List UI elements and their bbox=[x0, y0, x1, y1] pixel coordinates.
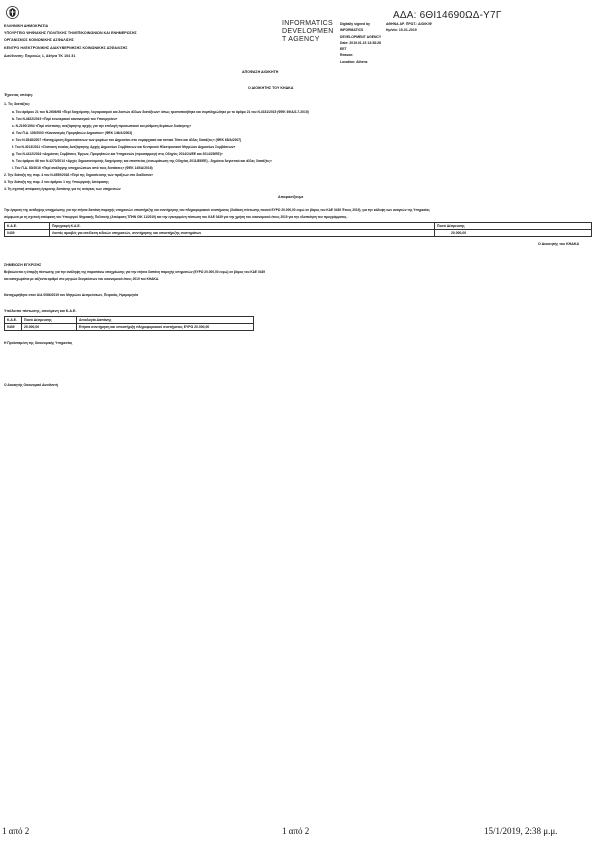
commitment-table bbox=[4, 222, 592, 237]
footer-timestamp: 15/1/2019, 2:38 μ.μ. bbox=[484, 826, 558, 836]
table-header-cell: Περιγραφή Κ.Α.Ε. bbox=[50, 223, 435, 230]
table-header-cell: Κ.Α.Ε. bbox=[5, 317, 22, 324]
table-cell: Ετήσια συντήρηση και υποστήριξη πληροφοριακού συστήματος ΕΥΡΩ 20.000,00 bbox=[77, 324, 254, 331]
distribution-text: Η Προϊσταμένη της Οικονομικής Υπηρεσίας bbox=[4, 341, 73, 345]
signature-line: EET bbox=[340, 47, 347, 52]
reference-item: c. Ν.2190/1994 «Περί σύστασης ανεξάρτητης αρχής για την επιλογή προσωπικού και ρύθμιση θεμάτων διοίκησης» bbox=[12, 124, 192, 128]
approval-line: Καταχωρήθηκε στον Α/Α 0086/2019 του Μητρώου Δεσμεύσεων, Πειραιάς, Ημερομηνία bbox=[4, 293, 139, 297]
issuing-authority-block bbox=[4, 23, 254, 60]
table-header-row bbox=[5, 317, 254, 324]
reference-item: i. Του Π.Δ. 80/2016 «Περί ανάληψης υποχρεώσεων από τους διατάκτες» (ΦΕΚ 145/Α/2016) bbox=[12, 166, 153, 170]
table-header-cell: Αιτιολογία Δαπάνης bbox=[77, 317, 254, 324]
table-cell: 20.000,00 bbox=[22, 324, 77, 331]
decision-paragraph-line: σύμφωνα με τη σχετική απόφαση του Υπουργού Ψηφιακής Πολιτικής (Απόφαση ΤΠΗΝ ΟΙΚ 11/2019) και την εγκεκριμένη πίστωση του ΚΑΕ 0439 για την χρήση του οικονομικού έτους 2019 για την υλοποίηση του προγράμματος. bbox=[4, 215, 348, 219]
protocol-info bbox=[386, 21, 496, 34]
table-row bbox=[5, 230, 592, 237]
table-header-cell: Ποσό Δέσμευσης bbox=[22, 317, 77, 324]
table-row bbox=[5, 324, 254, 331]
signature-line: Date: 2019.01.15 13:38:28 bbox=[340, 40, 381, 45]
reference-item: f. Του Ν.4013/2011 «Σύσταση ενιαίας Ανεξάρτητης Αρχής Δημοσίων Συμβάσεων και Κεντρικού Ηλεκτρονικού Μητρώου Δημοσίων Συμβάσεων» bbox=[12, 145, 236, 149]
notice-line: και καταχωρείται με αύξοντα αριθμό στο μητρώο δεσμεύσεων του οικονομικού έτους 2019 του ΚΗΔΚΑ. bbox=[4, 277, 160, 281]
brand-line: T AGENCY bbox=[282, 36, 320, 43]
brand-line: DEVELOPMEN bbox=[282, 28, 334, 35]
authority-address: Διεύθυνση: Πειραιώς 1, Αθήνα ΤΚ 104 31 bbox=[4, 53, 76, 58]
notice-title: ΣΗΜΕΙΩΣΗ ΕΓΚΡΙΣΗΣ bbox=[4, 263, 42, 267]
reference-item: a. Του άρθρου 21 του Ν.2606/98 «Περί διαχείρισης Λογαριασμού και λοιπών άλλων διατάξεων» όπως τροποποιήθηκε και συμπληρώθηκε με το άρθρο 21 του Ν.4331/2015 (ΦΕΚ 69/Α/2-7-2015) bbox=[12, 110, 309, 114]
signatory-text: Ο Διοικητής Οικονομικό Διευθυντή bbox=[4, 383, 58, 387]
signature-line: Location: Athens bbox=[340, 59, 368, 64]
document-title: ΑΠΟΦΑΣΗ ΔΙΟΙΚΗΤΗ bbox=[242, 70, 279, 74]
table-cell: 20.000,00 bbox=[435, 230, 592, 237]
reference-item: e. Του Ν.3548/2007 «Καταχώριση δημοσιεύσεων των φορέων του Δημοσίου στο νομαρχιακό και τοπικό Τύπο και άλλες διατάξεις» (ΦΕΚ 68/Α/2007) bbox=[12, 138, 242, 142]
table-header-cell: Ποσό Δέσμευσης bbox=[435, 223, 592, 230]
decision-heading: Αποφασίζουμε bbox=[278, 195, 304, 199]
signature-line: Digitally signed by bbox=[340, 22, 370, 26]
table2-caption: Υπόλοιπο πίστωσης, αιτούμενη και Κ.Α.Ε. bbox=[4, 309, 77, 313]
reference-item: d. Του Π.Δ. 105/2003 «Κανονισμός Προμηθειών Δημοσίου» (ΦΕΚ 146/Α/2003) bbox=[12, 131, 133, 135]
protocol-line: ΑΘΗΝΑ ΑΡ. ΠΡΩΤ.: ΔΙΟΙΚ/Φ bbox=[386, 22, 432, 26]
reference-item: g. Του Ν.4412/2016 «Δημόσιες Συμβάσεις Έργων, Προμηθειών και Υπηρεσιών (προσαρμογή στις Οδηγίες 2014/24/ΕΕ και 2014/25/ΕΕ)» bbox=[12, 152, 223, 156]
authority-line: ΥΠΟΥΡΓΕΙΟ ΨΗΦΙΑΚΗΣ ΠΟΛΙΤΙΚΗΣ ΤΗΛΕΠΙΚΟΙΝΩΝΙΩΝ ΚΑΙ ΕΝΗΜΕΡΩΣΗΣ bbox=[4, 31, 137, 36]
brand-line: INFORMATICS bbox=[282, 20, 334, 27]
ada-identifier: ΑΔΑ: 6ΘΙ14690ΩΔ-Υ7Γ bbox=[393, 10, 502, 21]
reference-item: 4. Τη σχετική απόφαση έγκρισης δαπάνης για τις ανάγκες των υπηρεσιών bbox=[4, 187, 121, 191]
intro-text: Έχοντας υπόψη: bbox=[4, 93, 33, 97]
decision-paragraph-line: Την έγκριση της ανάληψης υποχρέωσης για την ετήσια δαπάνη παροχής υπηρεσιών υποστήριξης και συντήρησης του πληροφοριακού συστήματος (διάθεση πίστωσης ποσού ΕΥΡΩ 20.000,00 ευρώ σε βάρος του ΚΑΕ 0439 Έτους 2019), για την κάλυψη των αναγκών της Υπηρεσίας bbox=[4, 208, 430, 212]
authority-line: ΚΕΝΤΡΟ ΗΛΕΚΤΡΟΝΙΚΗΣ ΔΙΑΚΥΒΕΡΝΗΣΗΣ ΚΟΙΝΩΝΙΚΗΣ ΑΣΦΑΛΙΣΗΣ bbox=[4, 45, 128, 50]
signature-line: DEVELOPMENT AGENCY bbox=[340, 34, 382, 39]
credit-table bbox=[4, 316, 254, 331]
hellenic-republic-emblem-icon bbox=[6, 6, 19, 19]
table-cell: Λοιπές αμοιβές για εκτέλεση ειδικών υπηρεσιών, συντήρησης και υποστήριξης συστημάτων bbox=[50, 230, 435, 237]
document-subtitle: Ο ΔΙΟΙΚΗΤΗΣ ΤΟΥ ΚΗΔΚΑ bbox=[248, 86, 294, 90]
authority-line: ΕΛΛΗΝΙΚΗ ΔΗΜΟΚΡΑΤΙΑ bbox=[4, 24, 49, 28]
table-header-cell: Κ.Α.Ε. bbox=[5, 223, 50, 230]
footer-page-center: 1 από 2 bbox=[282, 826, 310, 836]
notice-line: Βεβαιώνεται η ύπαρξη πίστωσης για την ανάληψη της παραπάνω υποχρέωσης για την ετήσια δαπάνη παροχής υπηρεσιών (ΕΥΡΩ 20.000,00 ευρώ) σε βάρος του ΚΑΕ 0439 bbox=[4, 270, 266, 274]
footer-page-left: 1 από 2 bbox=[2, 826, 30, 836]
reference-item: 1. Τις διατάξεις: bbox=[4, 102, 31, 106]
signer-brand bbox=[282, 20, 340, 44]
authority-line: ΟΡΓΑΝΙΣΜΟΣ ΚΟΙΝΩΝΙΚΗΣ ΑΣΦΑΛΙΣΗΣ bbox=[4, 38, 74, 43]
signature-text: Ο Διοικητής του ΚΗΔΚΑ bbox=[538, 242, 580, 246]
signature-line: Reason: bbox=[340, 53, 354, 58]
reference-item: 2. Την διάταξη της παρ. 4 του Ν.4559/2018 «Περί της δημοσίευσης των πράξεων στο διαδίκτυο» bbox=[4, 173, 154, 177]
reference-item: b. Του Ν.4622/2019 «Περί εσωτερικού κανονισμού του Υπουργείου» bbox=[12, 117, 118, 121]
table-cell: 0439 bbox=[5, 230, 50, 237]
table-cell: 0439 bbox=[5, 324, 22, 331]
protocol-line: Ημ/νία: 15-01-2019 bbox=[386, 28, 417, 33]
reference-item: h. Του άρθρου 66 του Ν.4270/2014 «Αρχές δημοσιονομικής διαχείρισης και εποπτείας (ενσωμάτωση της Οδηγίας 2011/85/ΕΕ) - δημόσιο λογιστικό και άλλες διατάξεις» bbox=[12, 159, 272, 163]
signature-line: INFORMATICS bbox=[340, 28, 364, 33]
table-header-row bbox=[5, 223, 592, 230]
reference-item: 3. Την διάταξη της παρ. 2 του άρθρου 1 της Υπουργικής Απόφασης bbox=[4, 180, 109, 184]
